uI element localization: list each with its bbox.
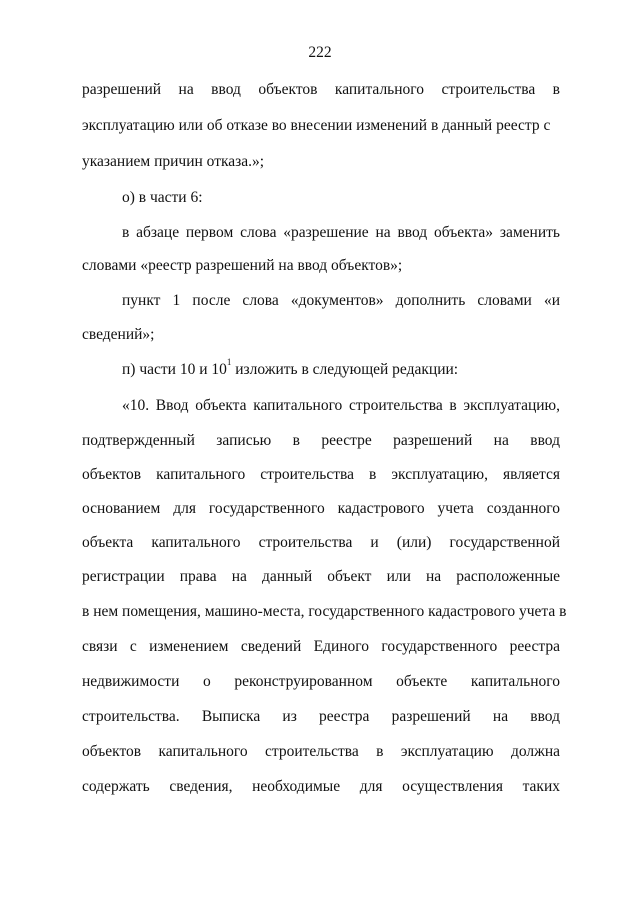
text-line: регистрации права на данный объект или на расположенные xyxy=(82,568,560,585)
text-line: пункт 1 после слова «документов» дополнить словами «и xyxy=(122,292,560,309)
text-line: недвижимости о реконструированном объекте капитального xyxy=(82,673,560,690)
text-line: в нем помещения, машино-места, государственного кадастрового учета в xyxy=(82,603,567,620)
text-line: объектов капитального строительства в эксплуатацию, является xyxy=(82,466,560,483)
superscript: 1 xyxy=(226,356,232,367)
text-segment: изложить в следующей редакции: xyxy=(235,361,459,378)
text-line: основанием для государственного кадастрового учета созданного xyxy=(82,500,560,517)
text-line: о) в части 6: xyxy=(122,189,203,206)
text-line: «10. Ввод объекта капитального строительства в эксплуатацию, xyxy=(122,397,560,414)
text-line: разрешений на ввод объектов капитального строительства в xyxy=(82,81,560,98)
text-line: словами «реестр разрешений на ввод объектов»; xyxy=(82,257,403,274)
text-line: содержать сведения, необходимые для осуществления таких xyxy=(82,778,560,795)
text-line: указанием причин отказа.»; xyxy=(82,153,265,170)
text-line: объекта капитального строительства и (или) государственной xyxy=(82,534,560,551)
text-segment: п) части 10 и 10 xyxy=(122,361,227,378)
text-line: эксплуатацию или об отказе во внесении изменений в данный реестр с xyxy=(82,117,551,134)
text-line: связи с изменением сведений Единого государственного реестра xyxy=(82,638,560,655)
text-line: строительства. Выписка из реестра разрешений на ввод xyxy=(82,708,560,725)
text-line: в абзаце первом слова «разрешение на ввод объекта» заменить xyxy=(122,224,560,241)
text-line: объектов капитального строительства в эксплуатацию должна xyxy=(82,743,560,760)
text-line: подтвержденный записью в реестре разрешений на ввод xyxy=(82,432,560,449)
page-number: 222 xyxy=(308,44,332,61)
text-line-with-superscript xyxy=(82,356,560,381)
text-line: сведений»; xyxy=(82,326,155,343)
